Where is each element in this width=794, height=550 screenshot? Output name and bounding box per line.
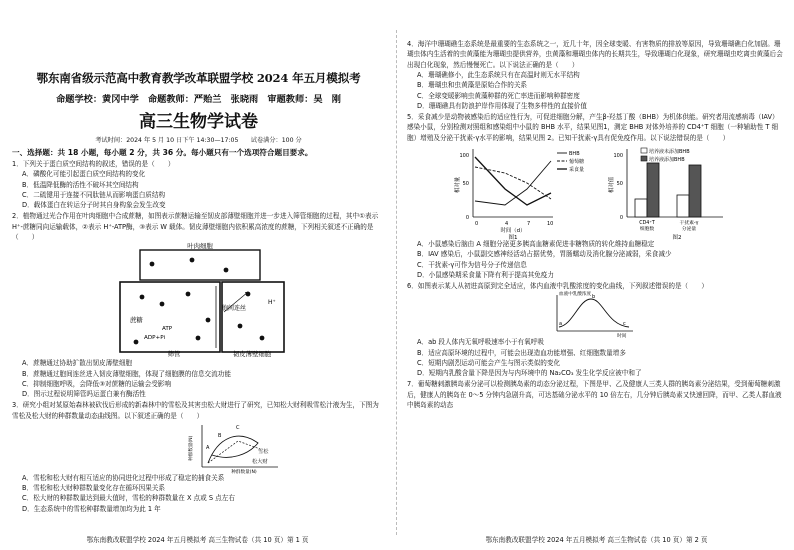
fig1-legend-glucose: 葡萄糖 [569,159,585,166]
fig2-ytick: 0 [619,215,623,222]
label-mesophyll: 叶肉细胞 [187,242,213,251]
q3-label-pest: 松大财 [252,459,268,466]
question-5-stem: 5．采食减少是动物被感染后的适应性行为，可促进细胞分解，产生β-羟基丁酸（BHB）为机体供能。研究者用流感病毒（IAV）感染小鼠，分别检测对照组和感染组中小鼠的 BHB 水平，结果见图1，测定 BHB 对体外培养的 CD4⁺T 细胞（一种辅助性 T 细胞）增殖及分泌干扰素-γ水平的影响，结果见图 2。已知干扰素-γ具有促免疫作用。以下说法错误的是（ ） [407,113,779,142]
page-1-footer: 鄂东南教改联盟学校 2024 年五月模拟考 高三生物试卷（共 10 页）第 1 页 [86,536,309,544]
q3-option-d: D．生态系统中的雪松种群数量增加均为此 1 年 [22,504,161,513]
fig1-caption: 图1 [508,235,518,242]
q6-point-a: a [559,321,563,328]
label-phloem-cell: 韧皮薄壁细胞 [232,350,272,359]
label-atp: ATP [162,326,173,333]
sucrose-transport-diagram [12,242,384,358]
q2-figure [12,242,385,358]
cycle-curve [208,436,258,463]
q3-point-a: A [206,445,210,452]
page-2 [399,0,794,550]
q6-option-a: A．ab 段人体内无氧呼吸速率小于有氧呼吸 [417,338,544,347]
q4-option-a: A．珊瑚礁修小，此生态系统只有在高温时则无水平结构 [417,71,580,80]
label-plasmodesmata: 胞间连丝 [222,305,247,313]
q1-option-c: C．二硫键用于连接不同肽链从而影响蛋白质结构 [22,190,166,199]
q5-option-c: C．干扰素-γ可作为信号分子传递信息 [417,260,527,269]
fig2-ytick: 100 [613,153,623,160]
q5-figures [407,143,784,242]
q5-option-a: A．小鼠感染后脑由 A 细胞分泌更多胰高血糖素促进非糖物质的转化维持血糖稳定 [417,240,655,249]
q3-y-label: 种群数量(N) [189,435,194,462]
question-3-stem: 3．研究小组对某原始森林被砍伐后形成的新森林中的雪松及其害虫松大财进行了研究，已知松大财利吸雪松汁液为生，下图为雪松及松大财的种群数量动态曲线图。以下叙述正确的是（ ） [12,401,379,420]
fig1-y-label: 相对量 [455,177,461,194]
label-sucrose: 蔗糖 [130,316,143,325]
fig1-xtick: 0 [475,221,479,228]
q6-point-c: c [623,321,626,328]
question-7-stem: 7．葡萄糖刺激胰岛素分泌可以检测胰岛素的动态分泌过程，下图是甲、乙及健康人三类人群的胰岛素分泌结果，受到葡萄糖刺激后，健康人的胰岛在 0～5 分钟内急剧升高，可达基础分泌水平的 10 倍左右，几分钟后胰岛素又快速回降，而甲、乙类人群血液中胰岛素的动态 [407,380,782,410]
fig1-ytick: 100 [459,153,469,160]
fig1-x-label: 时间（d） [500,228,526,235]
fig2-bar-cd4-bhb [647,163,659,217]
fig1-xtick: 7 [527,221,531,228]
page-2-footer: 鄂东南教改联盟学校 2024 年五月模拟考 高三生物试卷（共 10 页）第 2 页 [485,536,708,544]
q6-option-b: B．适应高原环境的过程中，可能会出现造血功能增强、红细胞数量增多 [417,348,626,357]
bhb-figures [407,143,783,242]
q6-x-label: 时间 [617,334,627,340]
exam-title: 高三生物学试卷 [139,112,258,132]
q1-option-d: D．载体蛋白在转运分子时其自身构象会发生改变 [22,201,166,210]
question-2-stem: 2．植物通过光合作用在叶肉细胞中合成蔗糖，如图表示蔗糖运输至韧皮部薄壁细胞并进一步进入筛管细胞的过程，其中①表示 H⁺-蔗糖同向运输载体，②表示 H⁺-ATP酶，③表示 W 载体。韧皮薄壁细胞内依积累高浓度的蔗糖，下列相关叙述不正确的是（ ） [12,212,379,242]
q3-option-b: B．雪松和松大财种群数量变化存在循环因果关系 [22,484,165,493]
fig2-bar-ifn-control [677,195,689,217]
q4-option-d: D．珊瑚礁具有防浪护岸作用体现了生物多样性的直接价值 [417,101,587,110]
population-curve-figure [12,421,384,476]
fig2-caption: 图2 [672,235,682,242]
q4-option-c: C．全球变暖影响虫黄藻种群的死亡率进而影响种群密度 [417,91,580,100]
label-adp: ADP+Pi [144,335,165,342]
q4-option-b: B．珊瑚虫和虫黄藻是原始合作的关系 [417,81,528,90]
fig2-ytick: 50 [616,181,623,188]
section-heading: 一、选择题：共 18 小题，每小题 2 分，共 36 分。每小题只有一个选项符合题目要求。 [12,148,313,157]
label-h-plus: H⁺ [268,299,276,307]
school-header: 鄂东南省级示范高中教育教学改革联盟学校 2024 年五月模拟考 [36,71,361,85]
fig1-legend-intake: 采食量 [569,167,585,174]
q2-option-c: C．抑制细胞呼吸，会降低③对蔗糖的运输会受影响 [22,379,171,388]
q5-option-d: D．小鼠感染期采食量下降有利于提高其免疫力 [417,270,554,279]
question-1-stem: 1．下列关于蛋白质空间结构的叙述，错误的是（ ） [12,160,175,168]
q3-point-c: C [236,425,240,432]
fig1-xtick: 10 [547,221,554,228]
fig1-xtick: 4 [505,221,509,228]
q3-option-a: A．雪松和松大财有相互适应的协同进化过程中形成了稳定的捕食关系 [22,474,225,483]
question-4-stem: 4．海洋中珊瑚礁生态系统是最重要的生态系统之一，近几十年，因全球变暖、有害物质的排放等原因，导致珊瑚礁白化加剧。珊瑚虫体内生活着的虫黄藻能为珊瑚虫提供营养，虫黄藻和珊瑚虫体内的长期共生，导致珊瑚白化现象，研究珊瑚虫吃离虫黄藻后会出现白化现象，然后慢慢死亡。以下说法正确的是（ ） [407,40,783,69]
fig2-cat1-line2: 细胞数 [639,227,655,233]
label-sieve-tube: 筛管 [167,350,181,359]
q6-y-label: 血液中乳酸浓度 [559,292,592,298]
author-line: 命题学校：黄冈中学 命题教师：严贻兰 张晓雨 审题教师：吴 刚 [56,94,341,105]
fig2-cat2-line2: 分泌量 [681,227,697,233]
q6-point-b: b [592,294,596,301]
fig2-legend-bhb: 培养液添加BHB [649,157,685,164]
q2-option-a: A．蔗糖通过协助扩散出韧皮薄壁细胞 [22,359,133,368]
q3-option-c: C．松大财的种群数量达到最大值时，雪松的种群数量在 X 点或 S 点左右 [22,494,235,503]
q3-x-label: 种群数量(N) [231,470,257,476]
q2-option-b: B．蔗糖通过胞间连丝进入韧皮薄壁细胞，体现了细胞膜的信息交流功能 [22,369,231,378]
q1-option-a: A．磷酸化可能引起蛋白质空间结构的变化 [22,170,146,179]
lactate-curve-figure [407,291,783,340]
fig2-bar-cd4-control [635,199,647,217]
q6-option-d: D．短期内乳酸含量下降是因为与内环境中的 Na₂CO₃ 发生化学反应被中和了 [417,369,642,378]
fig1-legend-bhb: BHB [569,151,580,158]
lactate-curve [559,299,629,327]
fig2-bar-ifn-bhb [689,165,701,217]
fig1-ytick: 50 [462,181,469,188]
q3-label-cedar: 雪松 [258,449,269,456]
fig2-legend-control: 培养液未添加BHB [649,149,690,156]
fig1-ytick: 0 [465,215,469,222]
page-1 [0,0,395,550]
q6-figure [407,291,784,340]
fig2-cat1-line1: CD4⁺T [639,221,655,227]
q1-option-b: B．低温降低酶的活性不破坏其空间结构 [22,180,139,189]
fig1-intake-line [475,157,551,205]
q3-point-b: B [218,433,222,440]
q6-option-c: C．短期内剧烈运动可能会产生与图示类似的变化 [417,358,561,367]
question-6-stem: 6．如图表示某人从初进高原到完全适应，体内血液中乳酸浓度的变化曲线，下列叙述错误的是（ ） [407,282,708,291]
exam-info: 考试时间：2024 年 5 月 10 日下午 14:30—17:05 试卷满分：100 分 [95,137,302,144]
fig2-y-label: 相对值 [609,177,615,194]
page-divider [396,30,397,535]
q5-option-b: B．IAV 感染后，小鼠副交感神经活动占据优势，胃肠蠕动及消化腺分泌减弱，采食减少 [417,250,672,259]
q2-option-d: D．图示过程说明筛管吗运蛋白兼有酶活性 [22,390,146,399]
q3-figure [12,421,385,476]
fig2-cat2-line1: 干扰素-γ [679,221,699,227]
